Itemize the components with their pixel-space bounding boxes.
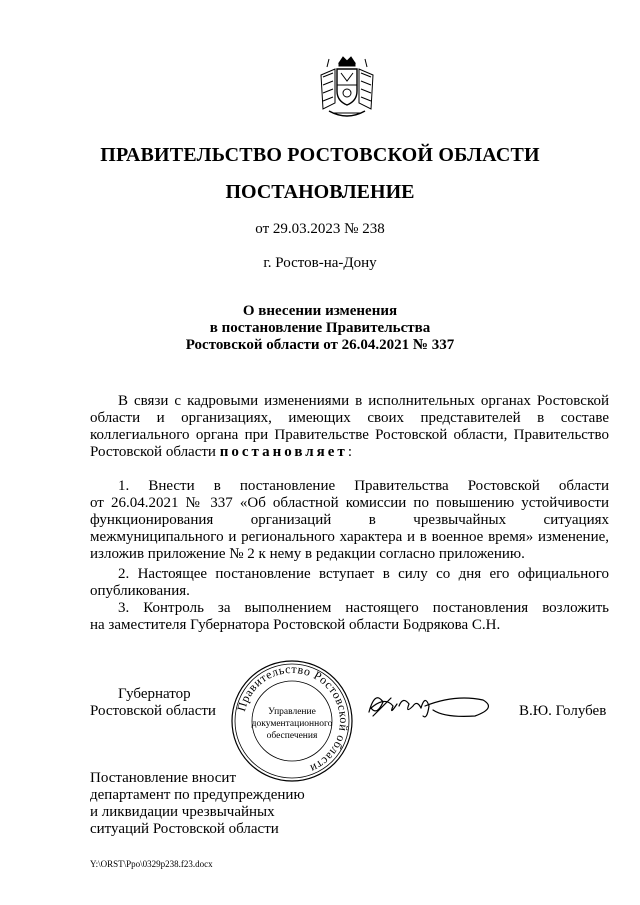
item-line: 2. Настоящее постановление вступает в силу со дня его официального: [118, 566, 609, 582]
stamp-text: документационного: [251, 719, 333, 729]
item-line: 1. Внести в постановление Правительства Ростовской области: [118, 478, 609, 494]
submitted-by-line: и ликвидации чрезвычайных: [90, 804, 275, 820]
document-date-number: от 29.03.2023 № 238: [255, 221, 385, 237]
coat-of-arms-icon: [315, 55, 379, 121]
official-stamp: [229, 658, 355, 784]
item-line: опубликования.: [90, 583, 190, 599]
stamp-text: обеспечения: [266, 731, 318, 741]
preamble-line: В связи с кадровыми изменениями в исполнительных органах Ростовской: [118, 393, 609, 409]
submitted-by-line: департамент по предупреждению: [90, 787, 305, 803]
subject-line: в постановление Правительства: [209, 320, 431, 336]
item-line: межмуниципального и регионального характера и в военное время» изменение,: [90, 529, 609, 545]
signer-position: Губернатор: [118, 686, 191, 702]
submitted-by-line: ситуаций Ростовской области: [90, 821, 279, 837]
file-path: Y:\ORST\Ppo\0329p238.f23.docx: [90, 859, 213, 869]
document-city: г. Ростов-на-Дону: [263, 255, 377, 271]
preamble-line: коллегиального органа при Правительстве Ростовской области, Правительство: [90, 427, 609, 443]
document-type: ПОСТАНОВЛЕНИЕ: [225, 181, 415, 203]
item-line: функционирования организаций в чрезвычайных ситуациях: [90, 512, 609, 528]
preamble-suffix: :: [347, 444, 352, 460]
government-title: ПРАВИТЕЛЬСТВО РОСТОВСКОЙ ОБЛАСТИ: [100, 144, 540, 166]
signer-name: В.Ю. Голубев: [519, 703, 607, 719]
item-line: на заместителя Губернатора Ростовской области Бодрякова С.Н.: [90, 617, 501, 633]
subject-line: Ростовской области от 26.04.2021 № 337: [185, 337, 455, 353]
item-line: от 26.04.2021 № 337 «Об областной комиссии по повышению устойчивости: [90, 495, 609, 511]
item-line: изложив приложение № 2 к нему в редакции согласно приложению.: [90, 546, 525, 562]
resolution-keyword: постановляет: [219, 444, 348, 460]
subject-line: О внесении изменения: [242, 303, 398, 319]
document-subject: [0, 303, 640, 354]
handwritten-signature: [365, 686, 495, 726]
submitted-by-line: Постановление вносит: [90, 770, 237, 786]
preamble-line: области и организациях, имеющих своих представителей в составе: [90, 410, 609, 426]
stamp-ring-text: Правительство Ростовской области: [234, 661, 352, 777]
preamble-line: [90, 444, 609, 461]
item-line: 3. Контроль за выполнением настоящего постановления возложить: [118, 600, 609, 616]
preamble-prefix: Ростовской области: [90, 444, 220, 460]
stamp-text: Управление: [268, 707, 316, 717]
signer-position: Ростовской области: [90, 703, 216, 719]
